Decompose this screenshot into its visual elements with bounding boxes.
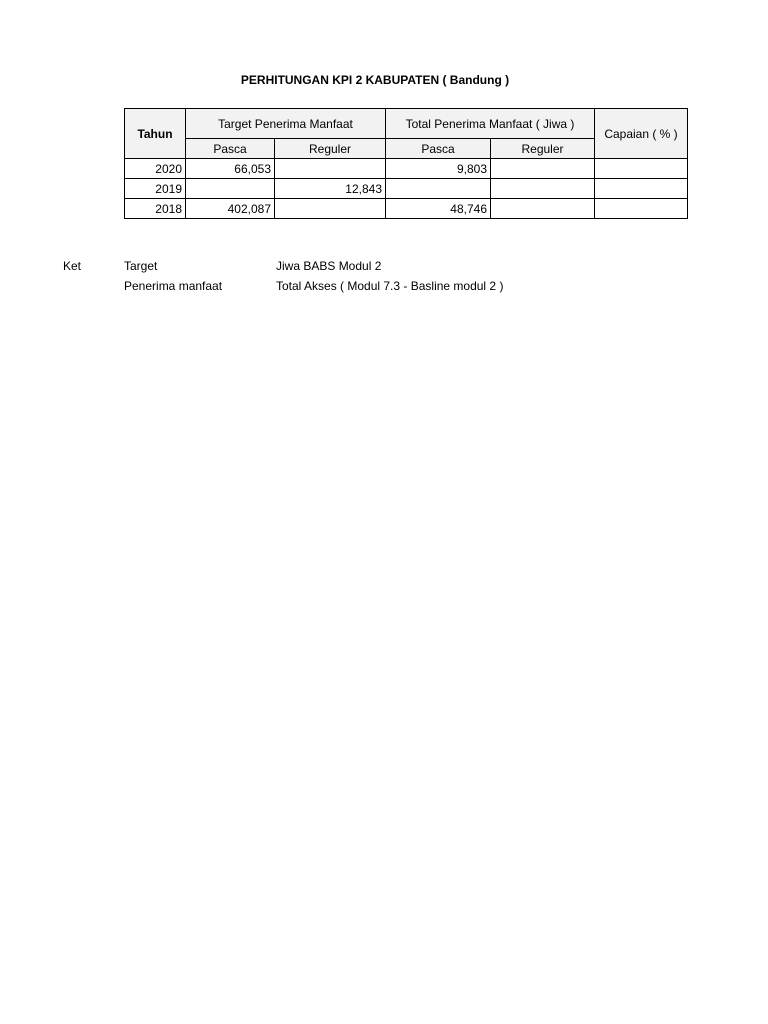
- legend-key-spacer: [63, 276, 124, 296]
- cell-total-pasca: 9,803: [386, 159, 491, 179]
- legend-key: Ket: [63, 259, 82, 273]
- cell-year: 2018: [125, 199, 186, 219]
- cell-year: 2019: [125, 179, 186, 199]
- legend-row: [63, 256, 503, 276]
- legend-term: Target: [124, 259, 158, 273]
- cell-total-pasca: [386, 179, 491, 199]
- cell-capaian: [595, 179, 688, 199]
- legend-row: [63, 276, 503, 296]
- cell-capaian: [595, 199, 688, 219]
- cell-total-pasca: 48,746: [386, 199, 491, 219]
- header-target-reguler: Reguler: [275, 139, 386, 159]
- cell-target-reguler: [275, 159, 386, 179]
- header-total-reguler: Reguler: [491, 139, 595, 159]
- header-total-pasca: Pasca: [386, 139, 491, 159]
- legend-description: Total Akses ( Modul 7.3 - Basline modul 2 ): [276, 279, 504, 293]
- table-body: [125, 159, 688, 219]
- header-capaian: Capaian ( % ): [595, 109, 688, 159]
- cell-capaian: [595, 159, 688, 179]
- cell-total-reguler: [491, 199, 595, 219]
- table-row: [125, 199, 688, 219]
- cell-target-pasca: 66,053: [186, 159, 275, 179]
- legend: [63, 256, 503, 296]
- cell-target-pasca: 402,087: [186, 199, 275, 219]
- legend-description: Jiwa BABS Modul 2: [276, 259, 382, 273]
- cell-target-reguler: 12,843: [275, 179, 386, 199]
- page-title: PERHITUNGAN KPI 2 KABUPATEN ( Bandung ): [240, 73, 510, 87]
- header-target-group: Target Penerima Manfaat: [186, 109, 386, 139]
- header-total-group: Total Penerima Manfaat ( Jiwa ): [386, 109, 595, 139]
- table-row: [125, 179, 688, 199]
- cell-total-reguler: [491, 159, 595, 179]
- cell-total-reguler: [491, 179, 595, 199]
- header-year: Tahun: [125, 109, 186, 159]
- legend-term: Penerima manfaat: [124, 279, 223, 293]
- header-target-pasca: Pasca: [186, 139, 275, 159]
- table-header: [125, 109, 688, 159]
- cell-target-pasca: [186, 179, 275, 199]
- cell-year: 2020: [125, 159, 186, 179]
- table-row: [125, 159, 688, 179]
- cell-target-reguler: [275, 199, 386, 219]
- kpi-table: [124, 108, 688, 219]
